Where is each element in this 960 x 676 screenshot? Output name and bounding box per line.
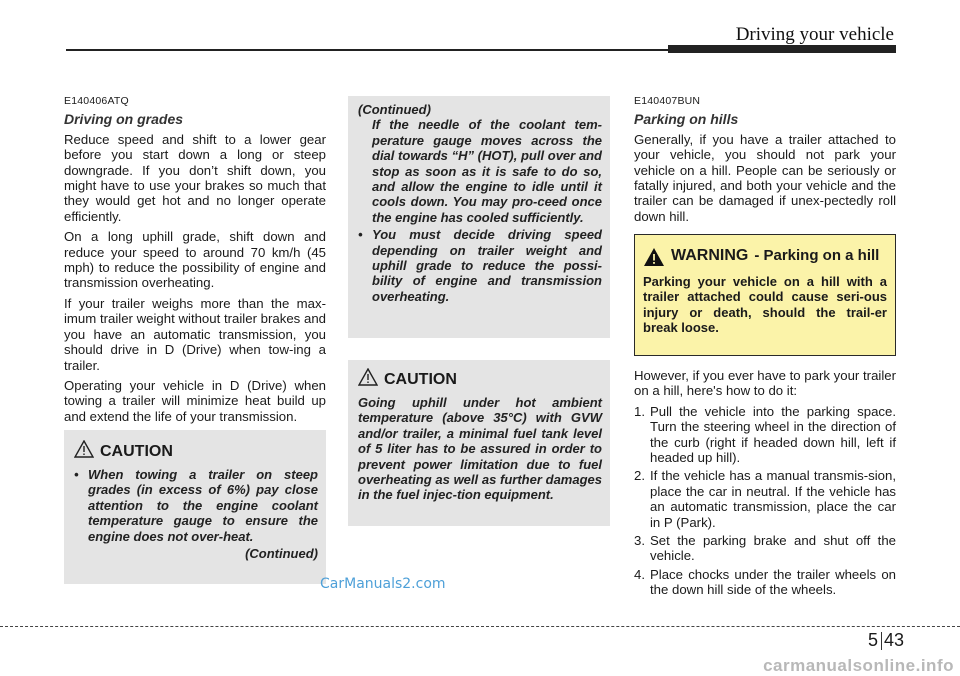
caution-bullet-item (74, 467, 318, 544)
warning-subject: - Parking on a hill (754, 247, 880, 264)
page-number: 43 (884, 630, 905, 650)
list-number: 3. (634, 533, 645, 549)
header-rule (66, 49, 670, 51)
section-heading: Driving on grades (64, 111, 184, 128)
caution-triangle-icon (74, 440, 94, 463)
watermark: CarManuals2.com (320, 576, 446, 592)
section-heading: Parking on hills (634, 111, 739, 128)
driving-speed-bullet (358, 227, 602, 304)
list-item (634, 567, 896, 598)
warning-box-parking-hill (634, 234, 896, 356)
paragraph: On a long uphill grade, shift down and reduce your speed to around 70 km/h (45 mph) to reduce the possibility of engine and transmission overheating. (64, 229, 326, 291)
warning-word: WARNING (671, 247, 749, 264)
paragraph: If your trailer weighs more than the max-imum trailer weight without trailer brakes and you have an automatic transmission, you should drive in D (Drive) when tow-ing a trailer. (64, 295, 326, 373)
warning-title (643, 247, 887, 271)
paragraph: However, if you ever have to park your trailer on a hill, here's how to do it: (634, 368, 896, 399)
warning-text: Parking your vehicle on a hill with a trailer attached could cause seri-ous injury or death, should the trail-er break loose. (643, 274, 887, 336)
right-column-bottom (634, 368, 896, 601)
right-column-top (634, 94, 896, 229)
caution-title: CAUTION (358, 368, 602, 391)
section-code: E140407BUN (634, 95, 701, 107)
page-header-title: Driving your vehicle (735, 24, 894, 45)
paragraph: Reduce speed and shift to a lower gear before you start down a long or steep downgrade. If you don’t shift down, you might have to use your brakes so much that they would get hot and no longer operate efficiently. (64, 131, 326, 224)
header-bar (668, 45, 896, 53)
driving-speed-text: You must decide driving speed depending on trailer weight and uphill grade to reduce the possi-bility of engine and transmission overheating. (372, 227, 602, 304)
list-text: Pull the vehicle into the parking space. Turn the steering wheel in the direction of the curb (right if headed down hill, left if headed up hill). (650, 403, 896, 466)
caution-triangle-icon (358, 368, 378, 391)
paragraph: Generally, if you have a trailer attached to your vehicle, you should not park your vehicle on a hill. People can be seriously or fatally injured, and both your vehicle and the trailer can be damaged if unex-pectedly roll down hill. (634, 131, 896, 224)
caution-title: CAUTION (74, 440, 318, 463)
bullet: • (74, 467, 79, 482)
left-column (64, 94, 326, 429)
list-text: Set the parking brake and shut off the vehicle. (650, 533, 896, 564)
caution-text: When towing a trailer on steep grades (in excess of 6%) pay close attention to the engine coolant temperature gauge to ensure the engine does not over-heat. (88, 467, 318, 544)
list-text: If the vehicle has a manual transmis-sion, place the car in neutral. If the vehicle has an automatic transmission, place the car in P (Park). (650, 468, 896, 530)
caution-box-trailer-grades (64, 430, 326, 584)
continued-box (348, 96, 610, 338)
list-number: 1. (634, 403, 645, 419)
bullet: • (358, 227, 363, 243)
caution-text: Going uphill under hot ambient temperature (above 35°C) with GVW and/or trailer, a minimal fuel tank level of 5 liter has to be assured in order to prevent power limitation due to fuel overheating as well as further damages in the fuel injec-tion equipment. (358, 395, 602, 503)
continued-label: (Continued) (358, 102, 431, 117)
paragraph: Operating your vehicle in D (Drive) when towing a trailer will minimize heat build up and extend the life of your transmission. (64, 377, 326, 424)
chapter-number: 5 (868, 630, 879, 650)
list-text: Place chocks under the trailer wheels on the down hill side of the wheels. (650, 566, 896, 598)
section-code: E140406ATQ (64, 95, 129, 107)
warning-triangle-icon (643, 247, 665, 271)
list-number: 4. (634, 566, 645, 582)
list-item (634, 468, 896, 530)
footer-rule (0, 626, 960, 627)
coolant-gauge-text: If the needle of the coolant tem-perature gauge moves across the dial towards “H” (HOT), pull over and stop as soon as it is safe to do so, and allow the engine to idle until it cools down. You may pro-ceed once the engine has cooled sufficiently. (372, 117, 602, 225)
list-number: 2. (634, 468, 645, 484)
caution-box-hot-ambient (348, 360, 610, 526)
list-item (634, 533, 896, 564)
list-item (634, 404, 896, 466)
continued-label: (Continued) (245, 546, 318, 562)
footer-logo: carmanualsonline.info (763, 656, 954, 675)
page-separator (881, 632, 882, 650)
